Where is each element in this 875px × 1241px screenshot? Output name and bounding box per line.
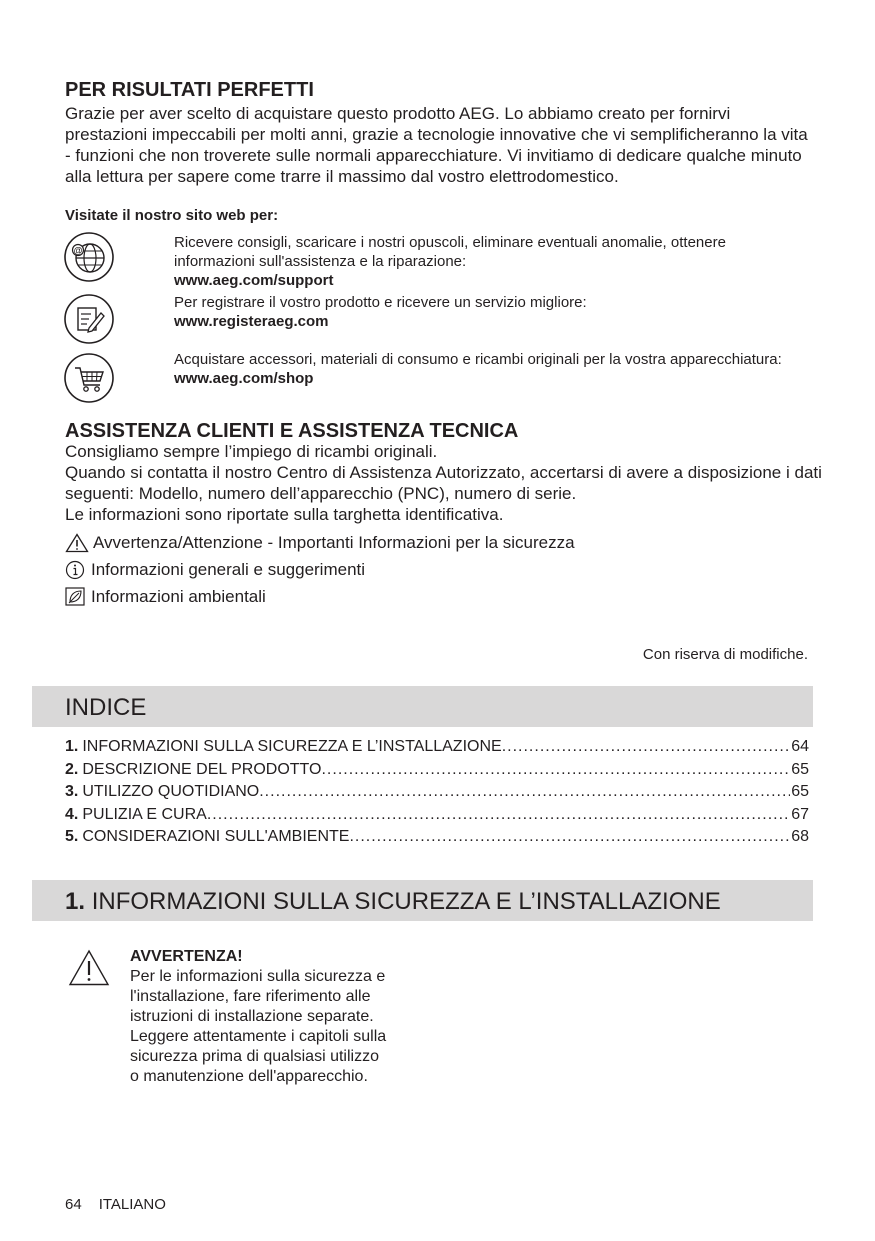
toc-number: 1. — [65, 738, 79, 755]
website-link-shop[interactable]: www.aeg.com/shop — [174, 370, 314, 387]
intro-text: Grazie per aver scelto di acquistare questo prodotto AEG. Lo abbiamo creato per fornirvi prestazioni impeccabili per molti anni, grazie a tecnologie innovative che vi semplificheranno la vita - funzioni che non troverete sulle normali apparecchiature. Vi invitiamo di dedicare qualche minuto alla lettura per sapere come trarre il massimo dal vostro elettrodomestico. — [65, 104, 808, 186]
legend-label: Informazioni generali e suggerimenti — [91, 560, 366, 579]
website-description: Per registrare il vostro prodotto e ricevere un servizio migliore: — [174, 294, 587, 311]
toc-row[interactable] — [65, 826, 809, 849]
toc-label: INFORMAZIONI SULLA SICUREZZA E L’INSTALLAZIONE — [82, 738, 502, 755]
website-entry-shop — [174, 350, 804, 388]
page-number: 64 — [65, 1196, 82, 1213]
intro-paragraph — [65, 103, 815, 187]
toc-label: DESCRIZIONE DEL PRODOTTO — [82, 760, 322, 778]
assistance-paragraph — [65, 441, 825, 525]
toc-row[interactable] — [65, 781, 809, 804]
warning-triangle-icon — [65, 533, 89, 553]
environment-leaf-icon — [65, 587, 87, 607]
toc-row[interactable] — [65, 736, 809, 759]
toc-page: 64 — [791, 738, 809, 755]
index-title: INDICE — [65, 694, 147, 721]
toc-leader — [349, 826, 790, 849]
toc-leader — [502, 736, 791, 759]
reserve-note: Con riserva di modifiche. — [642, 646, 808, 663]
warning-title: AVVERTENZA! — [130, 948, 243, 965]
chapter-title — [65, 888, 721, 916]
website-description: Ricevere consigli, scaricare i nostri opuscoli, eliminare eventuali anomalie, ottenere informazioni sull'assistenza e la riparazione: — [174, 234, 726, 270]
section-title-assistenza: ASSISTENZA CLIENTI E ASSISTENZA TECNICA — [65, 420, 519, 442]
toc-number: 5. — [65, 828, 79, 845]
legend-info — [65, 559, 365, 580]
toc-label: CONSIDERAZIONI SULL'AMBIENTE — [82, 828, 350, 845]
warning-text: Per le informazioni sulla sicurezza e l'installazione, fare riferimento alle istruzioni di installazione separate. Leggere attentamente i capitoli sulla sicurezza prima di qualsiasi utilizzo o manutenzione dell'apparecchio. — [130, 968, 387, 1085]
website-link-support[interactable]: www.aeg.com/support — [174, 272, 334, 289]
website-description: Acquistare accessori, materiali di consumo e ricambi originali per la vostra apparecchiatura: — [174, 351, 782, 368]
info-icon — [65, 560, 87, 580]
chapter-number: 1. — [65, 888, 86, 915]
toc-row[interactable] — [65, 759, 809, 782]
toc-label: UTILIZZO QUOTIDIANO — [82, 783, 260, 800]
website-link-register[interactable]: www.registeraeg.com — [174, 313, 329, 330]
toc-label: PULIZIA E CURA — [82, 805, 207, 823]
toc-row[interactable] — [65, 804, 809, 827]
legend-environment — [65, 586, 266, 607]
table-of-contents — [65, 736, 809, 849]
web-support-icon — [63, 231, 115, 283]
footer-language: ITALIANO — [98, 1196, 166, 1213]
chapter-header — [32, 880, 813, 921]
toc-leader — [321, 759, 790, 782]
index-header — [32, 686, 813, 727]
legend-warning — [65, 532, 575, 553]
toc-page: 65 — [791, 783, 809, 800]
toc-number: 3. — [65, 783, 79, 800]
shopping-cart-icon — [63, 352, 115, 404]
visit-website-label: Visitate il nostro sito web per: — [65, 207, 279, 224]
page-footer — [65, 1196, 166, 1214]
toc-page: 68 — [791, 828, 809, 845]
section-title-risultati: PER RISULTATI PERFETTI — [65, 79, 314, 101]
toc-page: 67 — [791, 805, 809, 823]
assistance-line: Consigliamo sempre l’impiego di ricambi originali. — [65, 442, 438, 461]
toc-leader — [207, 804, 790, 827]
legend-label: Avvertenza/Attenzione - Importanti Informazioni per la sicurezza — [93, 533, 575, 552]
website-entry-support — [174, 233, 804, 290]
website-entry-register — [174, 293, 804, 331]
warning-triangle-icon — [68, 949, 110, 987]
chapter-title-text: INFORMAZIONI SULLA SICUREZZA E L’INSTALLAZIONE — [91, 888, 721, 915]
svg-text:@: @ — [73, 245, 83, 256]
assistance-line: Le informazioni sono riportate sulla targhetta identificativa. — [65, 505, 504, 524]
register-product-icon — [63, 293, 115, 345]
warning-block — [130, 947, 390, 1087]
legend-label: Informazioni ambientali — [91, 587, 266, 606]
toc-number: 2. — [65, 760, 79, 778]
toc-number: 4. — [65, 805, 79, 823]
toc-page: 65 — [791, 760, 809, 778]
assistance-line: Quando si contatta il nostro Centro di Assistenza Autorizzato, accertarsi di avere a disposizione i dati seguenti: Modello, numero dell’apparecchio (PNC), numero di serie. — [65, 463, 822, 503]
toc-leader — [259, 781, 790, 804]
